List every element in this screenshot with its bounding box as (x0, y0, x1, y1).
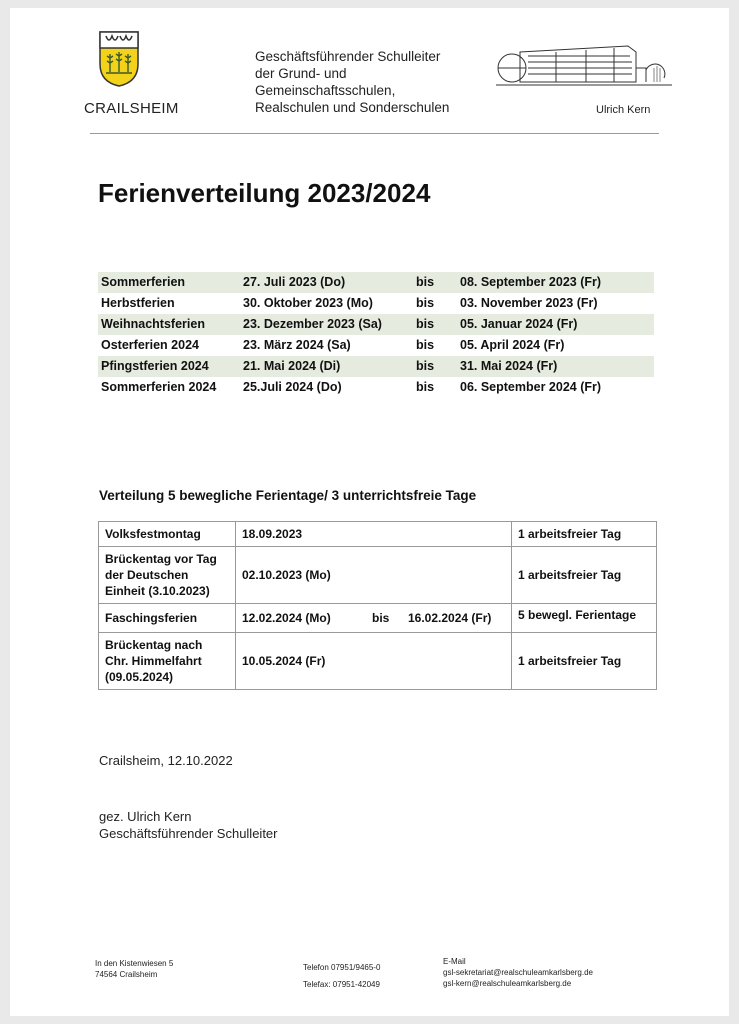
free-day-date-from: 12.02.2024 (Mo) (242, 611, 331, 625)
org-line: Gemeinschaftsschulen, (255, 83, 396, 98)
holiday-from: 30. Oktober 2023 (Mo) (243, 296, 373, 310)
organization-header (255, 48, 449, 116)
free-day-date-sep: bis (372, 611, 390, 625)
table-row (99, 547, 657, 604)
holiday-to: 08. September 2023 (Fr) (460, 275, 602, 289)
free-day-name: Faschingsferien (99, 604, 236, 633)
table-row (99, 633, 657, 690)
person-name: Ulrich Kern (596, 104, 651, 116)
org-line: Geschäftsführender Schulleiter (255, 49, 441, 64)
holiday-list (98, 272, 654, 398)
free-day-note: 1 arbeitsfreier Tag (512, 633, 657, 690)
holiday-row (98, 314, 654, 335)
holiday-name: Herbstferien (101, 296, 175, 310)
holiday-from: 21. Mai 2024 (Di) (243, 359, 341, 373)
email-link[interactable]: gsl-sekretariat@realschuleamkarlsberg.de (443, 968, 593, 977)
free-day-name: Brückentag nach Chr. Himmelfahrt (09.05.2024) (99, 633, 236, 690)
holiday-name: Pfingstferien 2024 (101, 359, 209, 373)
table-row (99, 604, 657, 633)
holiday-name: Osterferien 2024 (101, 338, 199, 352)
holiday-name: Weihnachtsferien (101, 317, 205, 331)
footer-fax: Telefax: 07951-42049 (303, 980, 380, 989)
place-date: Crailsheim, 12.10.2022 (99, 753, 233, 768)
holiday-row (98, 335, 654, 356)
holiday-sep: bis (416, 296, 435, 310)
org-line: Realschulen und Sonderschulen (255, 100, 450, 115)
holiday-to: 06. September 2024 (Fr) (460, 380, 602, 394)
free-day-date: 18.09.2023 (236, 522, 512, 547)
free-day-note: 5 bewegl. Ferientage (512, 604, 657, 633)
free-day-name: Brückentag vor Tag der Deutschen Einheit (3.10.2023) (99, 547, 236, 604)
school-building-drawing-icon (496, 38, 672, 90)
footer-email (443, 956, 593, 989)
holiday-from: 25.Juli 2024 (Do) (243, 380, 342, 394)
header-divider (90, 133, 659, 134)
page-title: Ferienverteilung 2023/2024 (98, 178, 431, 208)
holiday-row (98, 377, 654, 398)
holiday-sep: bis (416, 317, 435, 331)
holiday-row (98, 272, 654, 293)
city-name: CRAILSHEIM (84, 100, 179, 117)
free-day-name: Volksfestmontag (99, 522, 236, 547)
signature-role: Geschäftsführender Schulleiter (99, 826, 278, 841)
signature-name: gez. Ulrich Kern (99, 809, 192, 824)
document-page (10, 8, 729, 1016)
holiday-sep: bis (416, 275, 435, 289)
holiday-from: 23. Dezember 2023 (Sa) (243, 317, 382, 331)
holiday-from: 27. Juli 2023 (Do) (243, 275, 346, 289)
holiday-row (98, 293, 654, 314)
org-line: der Grund- und (255, 66, 347, 81)
email-link[interactable]: gsl-kern@realschuleamkarlsberg.de (443, 979, 572, 988)
holiday-sep: bis (416, 380, 435, 394)
holiday-sep: bis (416, 359, 435, 373)
free-day-date: 10.05.2024 (Fr) (236, 633, 512, 690)
table-row (99, 522, 657, 547)
free-day-date-to: 16.02.2024 (Fr) (408, 611, 492, 625)
footer-phone: Telefon 07951/9465-0 (303, 963, 381, 972)
free-days-table (98, 521, 657, 690)
address-line: 74564 Crailsheim (95, 970, 158, 979)
free-day-note: 1 arbeitsfreier Tag (512, 547, 657, 604)
holiday-from: 23. März 2024 (Sa) (243, 338, 351, 352)
free-day-note: 1 arbeitsfreier Tag (512, 522, 657, 547)
holiday-name: Sommerferien 2024 (101, 380, 217, 394)
holiday-to: 05. April 2024 (Fr) (460, 338, 565, 352)
holiday-to: 31. Mai 2024 (Fr) (460, 359, 558, 373)
holiday-to: 03. November 2023 (Fr) (460, 296, 598, 310)
holiday-row (98, 356, 654, 377)
address-line: In den Kistenwiesen 5 (95, 959, 174, 968)
crailsheim-coat-of-arms-icon (98, 30, 140, 88)
holiday-to: 05. Januar 2024 (Fr) (460, 317, 578, 331)
free-day-date: 02.10.2023 (Mo) (236, 547, 512, 604)
footer-address (95, 958, 173, 980)
holiday-name: Sommerferien (101, 275, 186, 289)
holiday-sep: bis (416, 338, 435, 352)
email-label: E-Mail (443, 957, 466, 966)
free-day-date-range (236, 604, 512, 633)
section-subtitle: Verteilung 5 bewegliche Ferientage/ 3 unterrichtsfreie Tage (99, 488, 477, 503)
